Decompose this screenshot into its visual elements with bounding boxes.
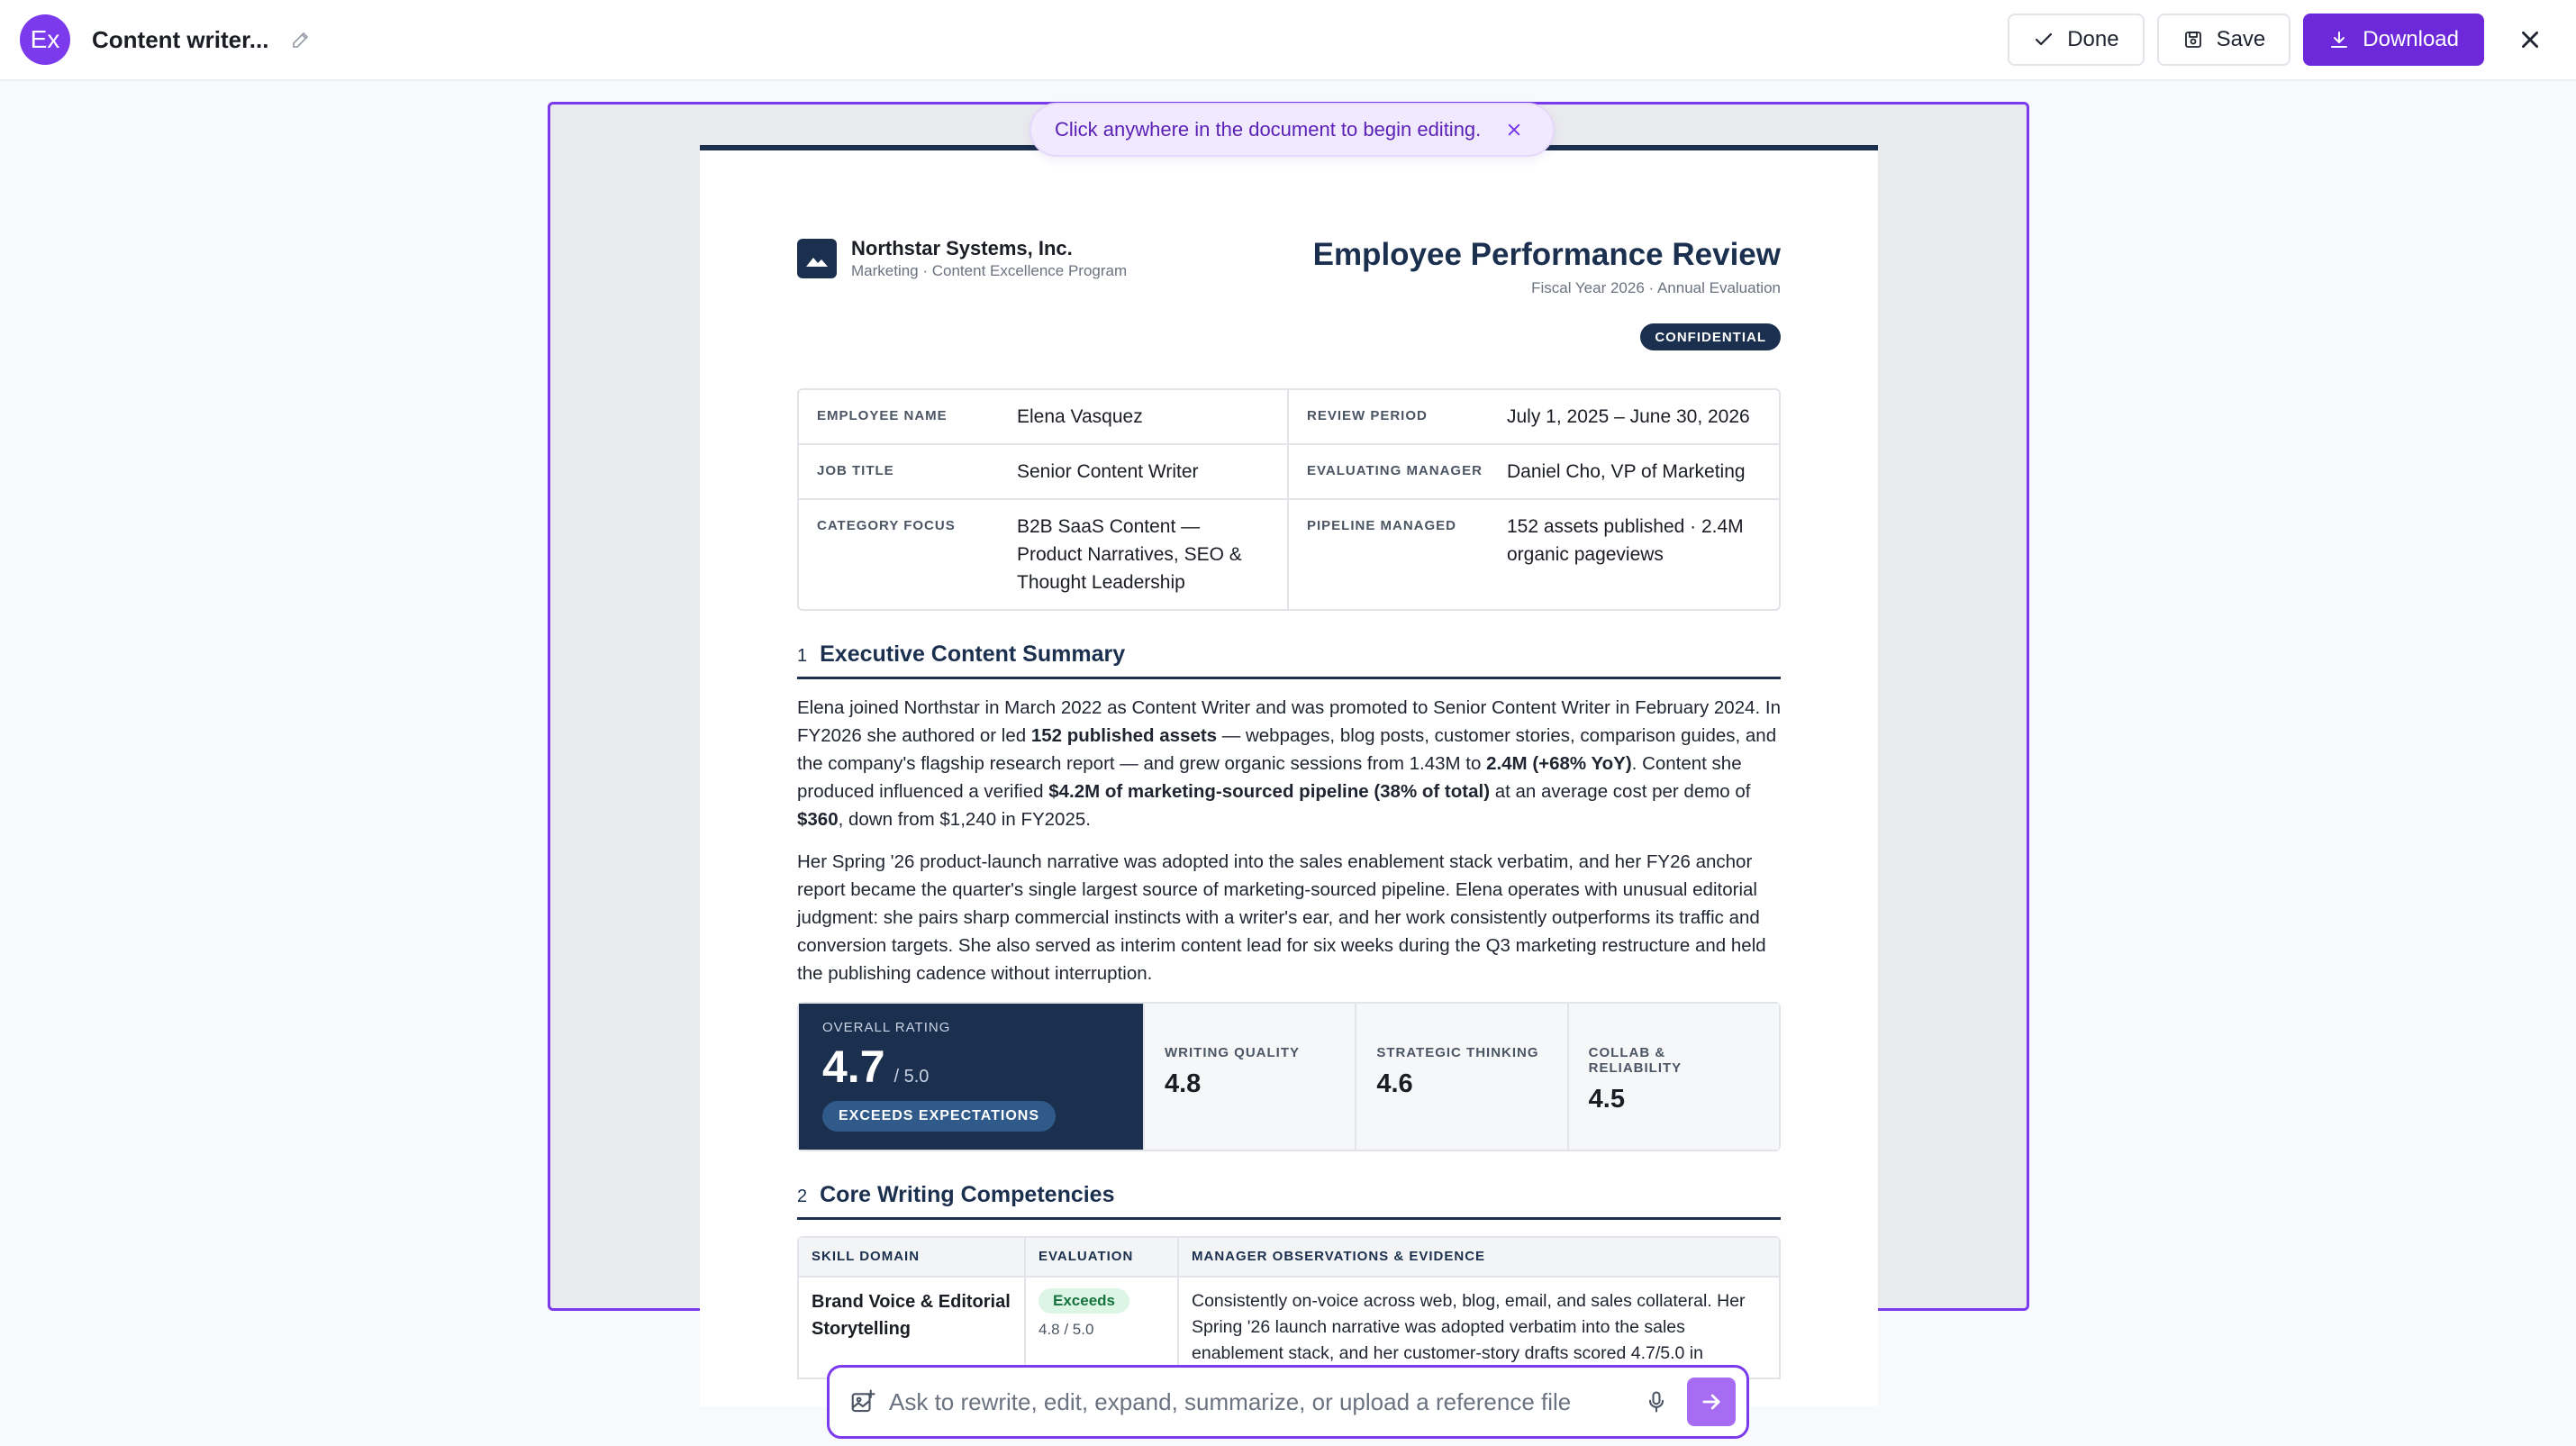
overall-score-denominator: / 5.0 (893, 1067, 930, 1087)
voice-input-button[interactable] (1638, 1384, 1674, 1420)
company-department: Marketing · Content Excellence Program (851, 262, 1128, 279)
rating-summary (797, 1002, 1781, 1151)
info-review-period: REVIEW PERIOD July 1, 2025 – June 30, 2026 (1289, 390, 1781, 445)
mountain-icon (797, 239, 837, 278)
metric-writing-quality: WRITING QUALITY 4.8 (1143, 1004, 1355, 1150)
top-bar (0, 0, 2576, 81)
save-label: Save (2216, 27, 2266, 51)
manager-observation: Consistently on-voice across web, blog, email, and sales collateral. Her Spring '26 launch narrative was adopted verbatim into the sales enablement stack, and her customer-story drafts scored 4.7/5.0 in (1177, 1278, 1779, 1378)
microphone-icon (1644, 1389, 1669, 1414)
competencies-table (797, 1236, 1781, 1379)
section-number: 2 (797, 1187, 808, 1206)
info-employee-name: EMPLOYEE NAME Elena Vasquez (799, 390, 1289, 445)
toast-message: Click anywhere in the document to begin editing. (1055, 118, 1482, 141)
section-title: Core Writing Competencies (820, 1182, 1115, 1207)
table-row (799, 1278, 1779, 1378)
section-title: Executive Content Summary (820, 641, 1126, 667)
table-header-row (799, 1238, 1779, 1278)
image-upload-icon[interactable] (849, 1388, 876, 1415)
save-button[interactable] (2157, 14, 2291, 66)
document-page[interactable] (700, 145, 1878, 1406)
close-icon[interactable] (1506, 122, 1522, 138)
document-editor[interactable] (548, 102, 2029, 1363)
info-pipeline: PIPELINE MANAGED 152 assets published · 2.4M organic pageviews (1307, 516, 1744, 565)
section-heading-1 (797, 641, 1781, 679)
arrow-right-icon (1699, 1389, 1724, 1414)
column-header: EVALUATION (1024, 1238, 1177, 1276)
download-label: Download (2363, 27, 2459, 51)
summary-paragraph-2[interactable]: Her Spring '26 product-launch narrative was adopted into the sales enablement stack verbatim, and her FY26 anchor report became the quarter's single largest source of marketing-sourced pipeline. Elena operates with unusual editorial judgment: she pairs sharp commercial instincts with a writer's ear, and her work consistently outperforms its traffic and conversion targets. She also served as interim content lead for six weeks during the Q3 marketing restructure and held the publishing cadence without interruption. (797, 851, 1766, 984)
info-category-focus: CATEGORY FOCUS B2B SaaS Content — Product Narratives, SEO & Thought Leadership (799, 500, 1289, 609)
info-manager: EVALUATING MANAGER Daniel Cho, VP of Marketing (1289, 445, 1781, 500)
overall-rating-card: OVERALL RATING 4.7 / 5.0 EXCEEDS EXPECTATIONS (799, 1004, 1143, 1150)
app-avatar[interactable]: Ex (20, 14, 70, 65)
column-header: MANAGER OBSERVATIONS & EVIDENCE (1177, 1238, 1779, 1276)
overall-score: 4.7 (822, 1041, 885, 1092)
section-heading-2 (797, 1182, 1781, 1220)
company-name: Northstar Systems, Inc. (851, 237, 1073, 259)
column-header: SKILL DOMAIN (812, 1249, 921, 1264)
skill-domain: Brand Voice & Editorial Storytelling (812, 1292, 1011, 1339)
info-job-title: JOB TITLE Senior Content Writer (799, 445, 1289, 500)
check-icon (2033, 29, 2054, 50)
section-number: 1 (797, 646, 808, 666)
document-title[interactable]: Content writer... (92, 25, 269, 53)
save-icon (2182, 29, 2204, 50)
rating-status-badge: EXCEEDS EXPECTATIONS (822, 1101, 1056, 1132)
summary-paragraph-1[interactable]: Elena joined Northstar in March 2022 as Content Writer and was promoted to Senior Content Writer in February 2024. In FY2026 she authored or led 152 published assets — webpages, blog posts, customer stories, comparison guides, and the company's flagship research report — and grew organic sessions from 1.43M to 2.4M (+68% YoY). Content she produced influenced a verified $4.2M of marketing-sourced pipeline (38% of total) at an average cost per demo of $360, down from $1,240 in FY2025. (797, 697, 1781, 830)
confidential-badge: CONFIDENTIAL (1640, 323, 1781, 350)
done-button[interactable] (2008, 14, 2144, 66)
metric-collab-reliability: COLLAB & RELIABILITY 4.5 (1567, 1004, 1779, 1150)
done-label: Done (2067, 27, 2119, 51)
review-title: Employee Performance Review (1312, 237, 1781, 272)
prompt-input[interactable] (889, 1388, 1638, 1416)
evaluation-badge: Exceeds (1039, 1288, 1129, 1314)
editing-hint-toast (1029, 103, 1555, 157)
download-icon (2328, 29, 2350, 50)
evaluation-cell (1024, 1278, 1177, 1378)
send-button[interactable] (1687, 1378, 1736, 1426)
close-icon (2518, 28, 2542, 51)
review-subtitle: Fiscal Year 2026 · Annual Evaluation (1531, 279, 1781, 296)
metric-strategic-thinking: STRATEGIC THINKING 4.6 (1355, 1004, 1566, 1150)
download-button[interactable] (2303, 14, 2484, 66)
evaluation-score: 4.8 / 5.0 (1039, 1321, 1094, 1338)
document-header (797, 150, 1781, 367)
ai-prompt-bar (827, 1365, 1749, 1439)
company-logo (797, 239, 837, 278)
employee-info-table (797, 388, 1781, 611)
close-button[interactable] (2504, 14, 2556, 66)
pencil-icon[interactable] (290, 29, 312, 50)
